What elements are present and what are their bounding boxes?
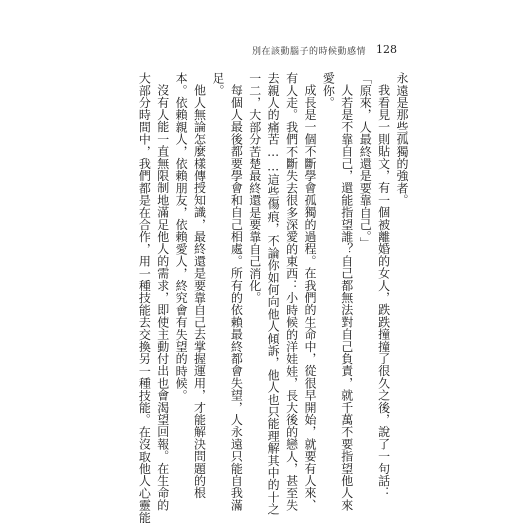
- text-line: 大部分時間中，我們都是在合作，用一種技能去交換另一種技能。在沒取他人心靈能: [137, 72, 152, 523]
- text-line: 足。: [210, 72, 225, 97]
- text-line: 一二，大部分苦楚最終還是要靠自己消化。: [247, 72, 262, 304]
- text-line: 有人走。我們不斷失去很多深愛的東西：小時候的洋娃娃，長大後的戀人，甚至失: [284, 72, 299, 512]
- vertical-text-body: [135, 72, 411, 523]
- text-line: 永遠是那些孤獨的強者。: [395, 72, 409, 207]
- text-line: 去親人的痛苦……這些傷痕，不論你如何向他人傾訴，他人也只能理解其中的十之: [266, 72, 281, 516]
- text-line: 沒有人能一直無限制地滿足他人的需求，即使主動付出也會渴望回報。在生命的: [155, 84, 170, 511]
- text-line: 成長是一個不斷學會孤獨的過程。在我們的生命中，從很早開始，就要有人來、: [302, 84, 317, 511]
- text-line: 人若是不靠自己，還能指望誰？自己都無法對自己負責，就千萬不要指望他人來: [339, 84, 354, 511]
- chapter-title: 別在該動腦子的時候動感情: [252, 47, 367, 57]
- text-line: 愛你。: [321, 72, 336, 109]
- running-header: [0, 44, 520, 62]
- text-line: 他人無論怎麼樣傳授知識，最終還是要靠自己去掌握運用，才能解決問題的根: [192, 84, 207, 499]
- page-number: 128: [376, 43, 397, 56]
- text-line: 每個人最後都要學會和自己相處。所有的依賴最終都會失望，人永遠只能自我滿: [229, 84, 244, 511]
- text-line: 本。依賴親人，依賴朋友，依賴愛人，終究會有失望的時候。: [174, 72, 189, 402]
- text-line: 「原來，人最終還是要靠自己。」: [358, 72, 373, 249]
- text-line: 我看見一則貼文，有一個被離婚的女人，跌跌撞撞了很久之後，說了一句話：: [376, 84, 391, 499]
